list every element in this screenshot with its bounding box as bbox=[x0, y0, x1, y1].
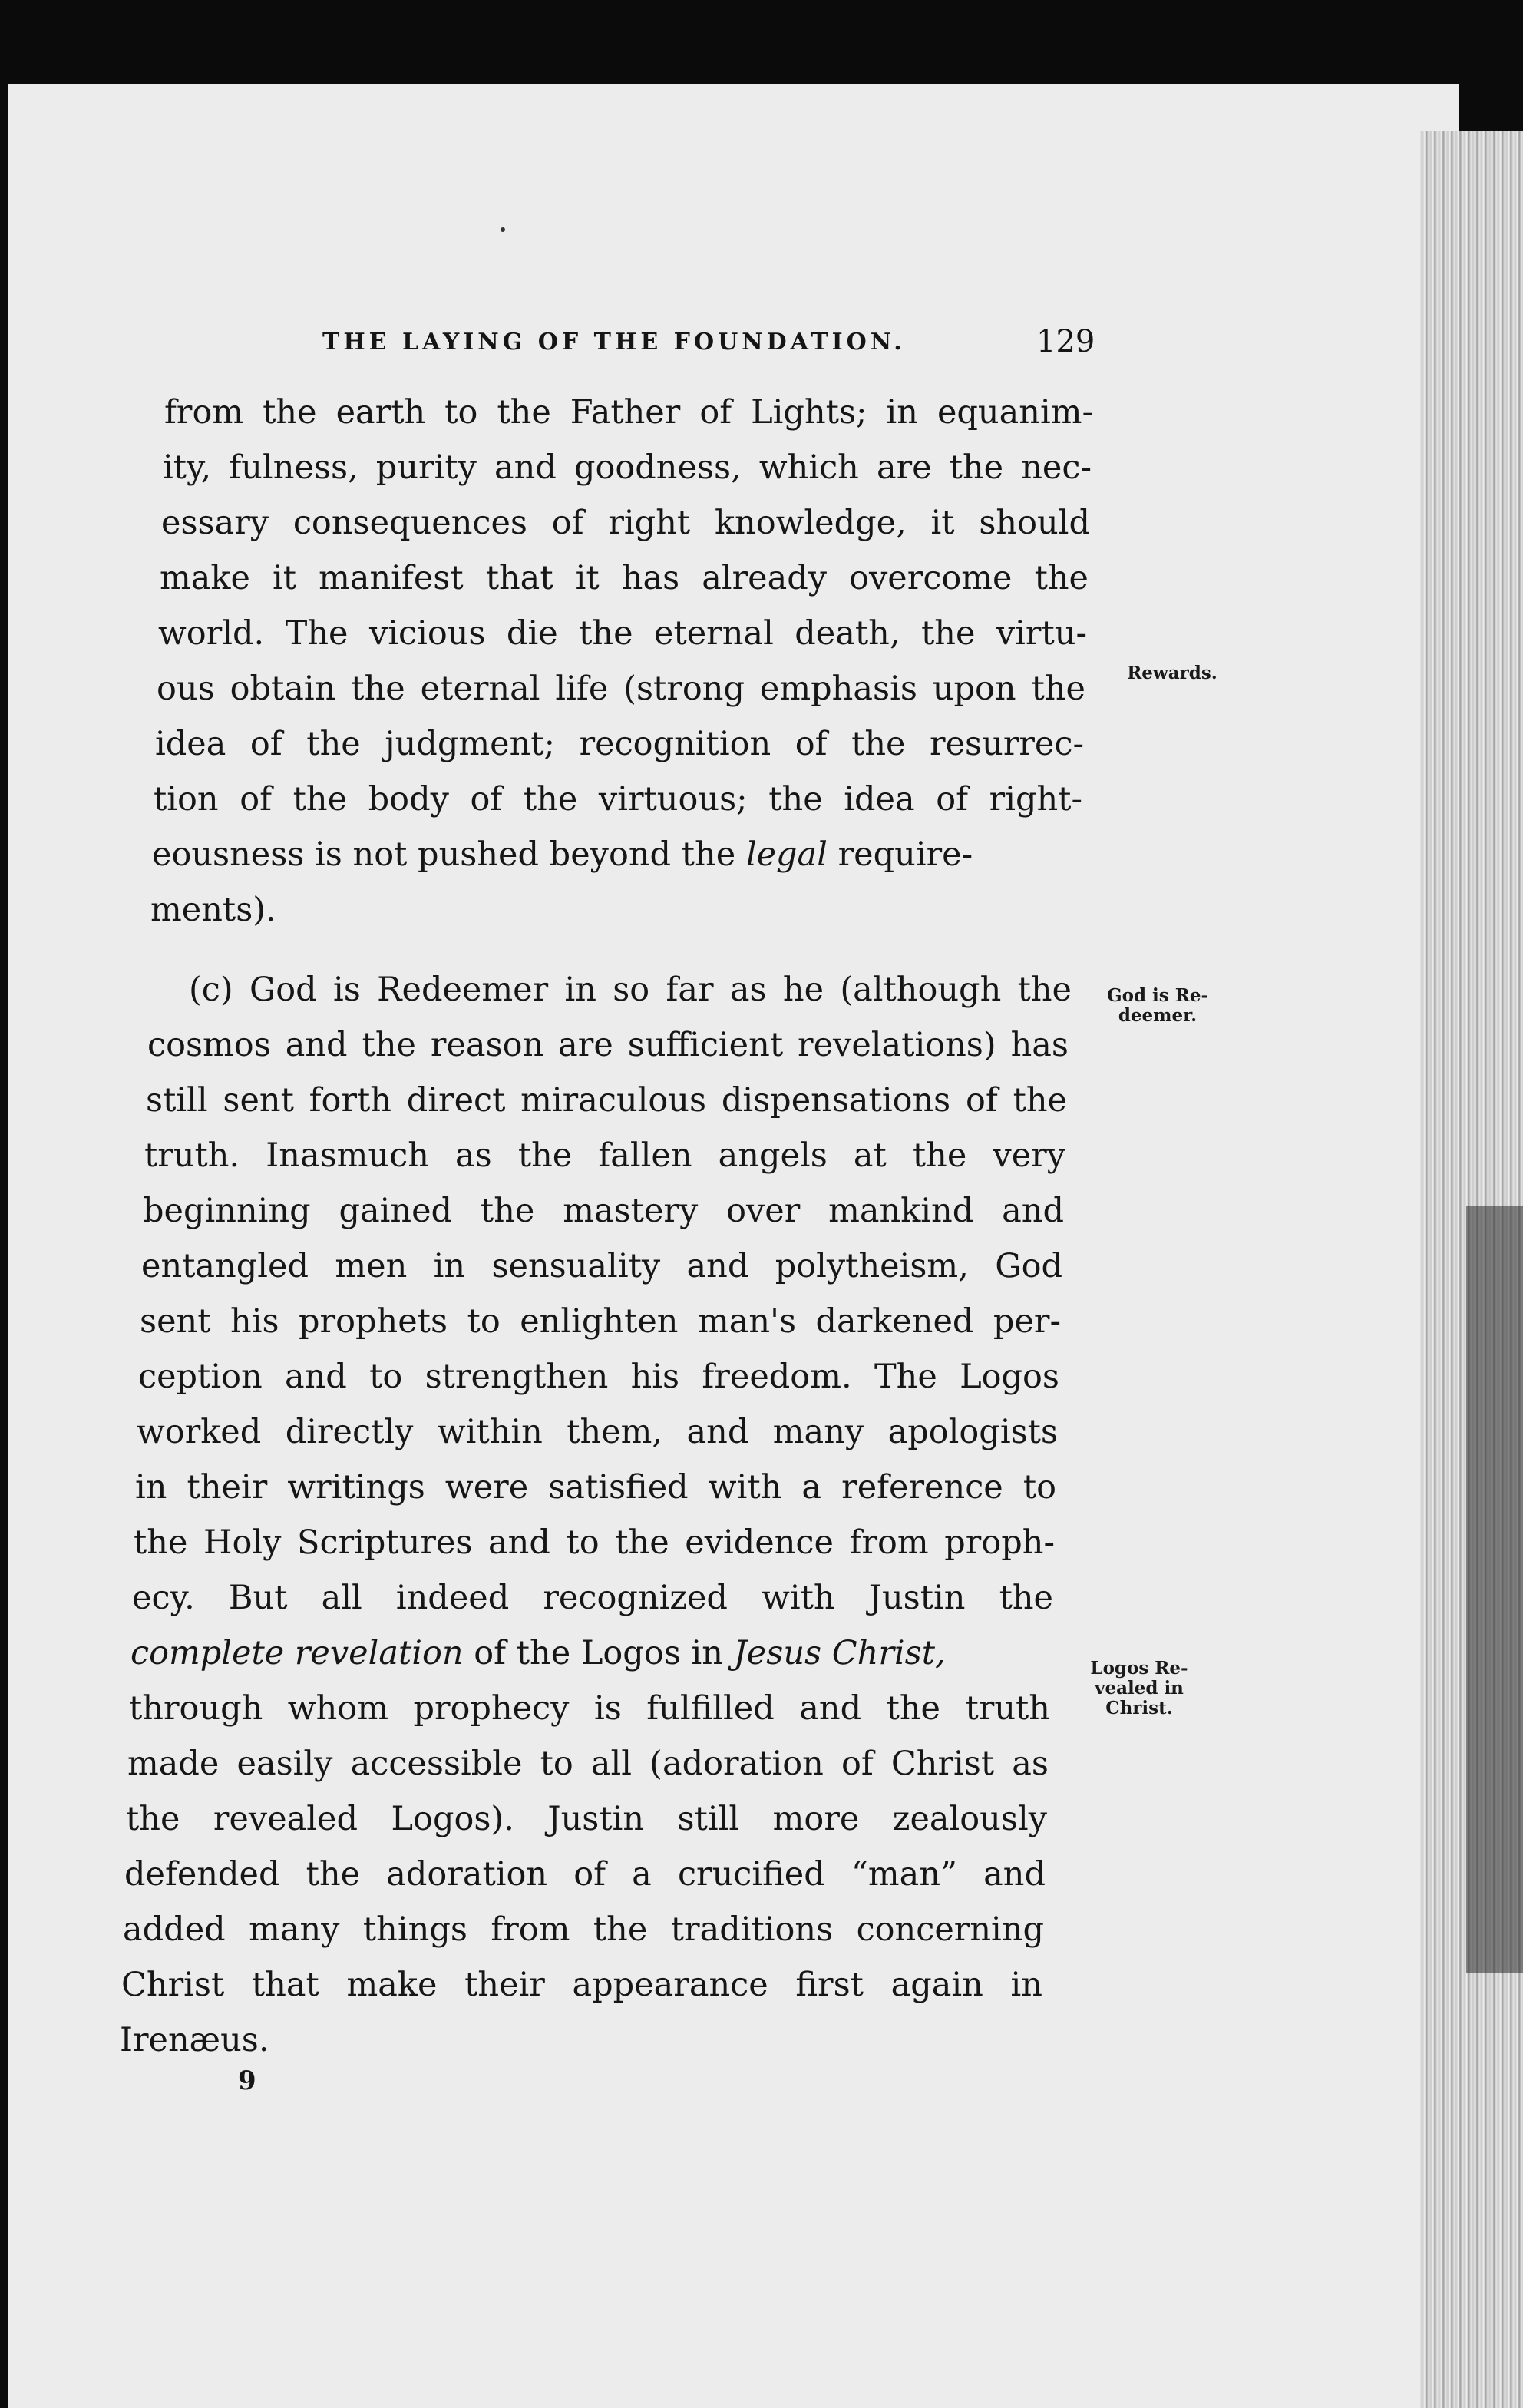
text-line: make it manifest that it has already overcome the bbox=[160, 559, 1089, 597]
text-line: still sent forth direct miraculous dispensations of the bbox=[146, 1081, 1067, 1120]
text-line: ous obtain the eternal life (strong emphasis upon the bbox=[157, 670, 1085, 708]
page-number: 129 bbox=[1036, 324, 1095, 359]
text-line: ecy. But all indeed recognized with Justin the bbox=[132, 1579, 1053, 1617]
running-head: THE LAYING OF THE FOUNDATION. bbox=[322, 329, 906, 356]
text-segment: eousness is not pushed beyond the bbox=[152, 835, 746, 874]
text-line: world. The vicious die the eternal death, the virtu- bbox=[158, 614, 1087, 653]
text-line: sent his prophets to enlighten man's darkened per- bbox=[140, 1302, 1061, 1341]
margin-note-rewards bbox=[1115, 663, 1230, 683]
text-line: Irenæus. bbox=[120, 2021, 269, 2059]
margin-note-god-redeemer bbox=[1096, 986, 1219, 1026]
text-line: worked directly within them, and many apologists bbox=[137, 1413, 1058, 1451]
margin-note-text: Christ. bbox=[1105, 1698, 1173, 1718]
text-line: idea of the judgment; recognition of the resurrec- bbox=[155, 725, 1084, 763]
text-line bbox=[152, 835, 1081, 874]
text-segment: require- bbox=[827, 835, 973, 874]
margin-note-text: God is Re- bbox=[1106, 985, 1209, 1006]
text-line: ity, fulness, purity and goodness, which are the nec- bbox=[163, 448, 1092, 487]
text-line: ception and to strengthen his freedom. The Logos bbox=[138, 1358, 1059, 1396]
italic-phrase: Jesus Christ, bbox=[733, 1634, 946, 1672]
italic-word: legal bbox=[745, 835, 828, 874]
text-line: from the earth to the Father of Lights; in equanim- bbox=[164, 393, 1093, 432]
text-line: added many things from the traditions concerning bbox=[123, 1910, 1044, 1949]
text-line: essary consequences of right knowledge, it should bbox=[161, 504, 1090, 542]
text-line bbox=[130, 1634, 1052, 1672]
text-line: entangled men in sensuality and polytheism, God bbox=[141, 1247, 1062, 1285]
text-line: through whom prophecy is fulfilled and the truth bbox=[129, 1689, 1050, 1728]
text-line: the Holy Scriptures and to the evidence from proph- bbox=[134, 1523, 1055, 1562]
signature-mark: 9 bbox=[238, 2066, 256, 2096]
margin-note-text: deemer. bbox=[1118, 1005, 1198, 1026]
margin-note-text: Logos Re- bbox=[1090, 1658, 1188, 1679]
text-line: in their writings were satisfied with a reference to bbox=[135, 1468, 1056, 1507]
text-line: the revealed Logos). Justin still more zealously bbox=[126, 1800, 1047, 1838]
margin-note-text: vealed in bbox=[1095, 1678, 1184, 1698]
margin-note-logos bbox=[1078, 1659, 1201, 1718]
text-line: defended the adoration of a crucified “man” and bbox=[124, 1855, 1046, 1894]
text-line: ments). bbox=[150, 891, 276, 929]
margin-note-text: Rewards. bbox=[1127, 663, 1217, 683]
text-line: beginning gained the mastery over mankind and bbox=[143, 1192, 1064, 1230]
text-line: (c) God is Redeemer in so far as he (although the bbox=[189, 971, 1072, 1009]
text-line: truth. Inasmuch as the fallen angels at the very bbox=[144, 1136, 1065, 1175]
text-line: tion of the body of the virtuous; the idea of right- bbox=[154, 780, 1082, 819]
text-segment: of the Logos in bbox=[463, 1634, 734, 1672]
text-line: Christ that make their appearance first again in bbox=[121, 1966, 1042, 2004]
text-line: cosmos and the reason are sufficient revelations) has bbox=[147, 1026, 1069, 1064]
italic-phrase: complete revelation bbox=[130, 1634, 464, 1672]
text-line: made easily accessible to all (adoration of Christ as bbox=[127, 1745, 1049, 1783]
